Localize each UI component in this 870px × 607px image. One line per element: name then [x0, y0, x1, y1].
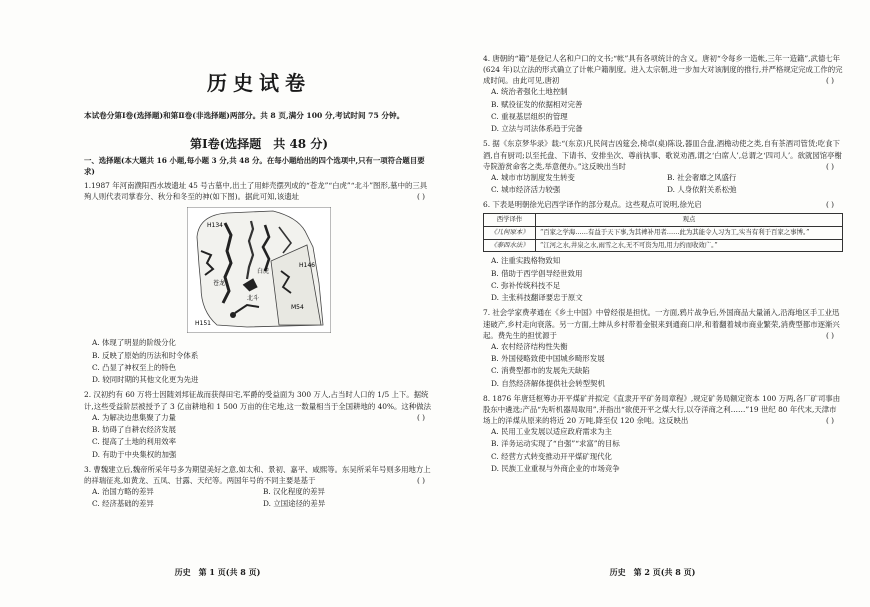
question-4: [483, 53, 843, 135]
q3-option-d[interactable]: D. 立国途径的差异: [263, 499, 326, 509]
right-column: [483, 50, 843, 475]
figure-label-m54: M54: [291, 304, 304, 312]
figure-label-baihu: 白虎: [257, 268, 270, 276]
q6-table-cell-view: “江河之水,井泉之水,雨雪之水,无不可资为用,用力约而收效广。”: [536, 239, 843, 252]
q2-option-b[interactable]: B. 妨碍了自耕农经济发展: [92, 424, 177, 434]
section-heading: 一、选择题(本大题共 16 小题,每小题 3 分,共 48 分。在每小题给出的四个选项中,只有一项符合题目要求): [84, 155, 425, 177]
table-row: [484, 227, 843, 240]
q1-option-b[interactable]: B. 反映了原始的历法和时令体系: [92, 350, 199, 360]
q7-option-b[interactable]: B. 外国侵略致使中国城乡畸形发展: [491, 354, 605, 364]
q3-stem: 3. 曹魏建立后,魏帝所采年号多为期望美好之意,如太和、景初、嘉平、咸熙等。东吴所采年号则多用地方上的祥瑞征兆,如黄龙、五凤、甘露、天纪等。两国年号的不同主要是基于: [84, 464, 431, 485]
exam-intro: 本试卷分第Ⅰ卷(选择题)和第Ⅱ卷(非选择题)两部分。共 8 页,满分 100 分,考试时间 75 分钟。: [84, 111, 405, 120]
q1-option-c[interactable]: C. 凸显了神权至上的特色: [92, 362, 176, 372]
q6-answer-paren: ( ): [825, 200, 835, 210]
q2-option-d[interactable]: D. 有助于中央集权的加强: [92, 449, 177, 459]
q2-option-a[interactable]: A. 为解决边患集聚了力量: [92, 412, 176, 422]
q6-table-cell-view: “百家之学海……有益于天下事,为其裨补用者……此为其能令人习为工,实当有利于百家之事博。”: [536, 227, 843, 240]
q6-option-c[interactable]: C. 弥补传统科技不足: [491, 280, 561, 290]
q5-option-c[interactable]: C. 城市经济活力较强: [491, 185, 561, 195]
left-footer-subject: 历史: [174, 567, 191, 577]
q1-option-d[interactable]: D. 较同时期的其他文化更为先进: [92, 375, 199, 385]
left-footer-page: 第 1 页(共 8 页): [198, 567, 261, 577]
right-footer-subject: 历史: [609, 567, 626, 577]
q2-option-c[interactable]: C. 提高了土地的利用效率: [92, 437, 176, 447]
question-1: [84, 180, 434, 386]
q6-option-d[interactable]: D. 主张科技翻译要忠于原文: [491, 293, 583, 303]
q3-option-c[interactable]: C. 经济基础的差异: [92, 499, 154, 509]
q2-stem: 2. 汉初约有 60 万将士因随刘邦征战而获得田宅,军爵的受益面为 300 万人,占当时人口的 1/5 上下。据统计,这些受益阶层被授予了 3 亿亩耕地和 1 500 万亩的住宅地,这一数量相当于全国耕地的 40%。这种做法: [84, 390, 431, 411]
q6-option-a[interactable]: A. 注重实践格物致知: [491, 256, 561, 266]
q4-answer-paren: ( ): [825, 76, 835, 86]
left-footer: [0, 566, 435, 578]
question-3: [84, 464, 434, 511]
section-title: [84, 133, 434, 155]
q7-option-a[interactable]: A. 农村经济结构性失衡: [491, 341, 568, 351]
q6-table-cell-work: 《泰西水法》: [484, 239, 536, 252]
q6-table-cell-work: 《几何原本》: [484, 227, 536, 240]
section-title-part-b: 共 48 分): [273, 136, 329, 151]
question-6: [483, 199, 843, 304]
q1-stem: 1.1987 年河南濮阳西水坡遗址 45 号古墓中,出土了用蚌壳摆列成的“苍龙”“白虎”“北斗”图形,墓中的三具殉人则代表司掌春分、秋分和冬至的神(如下图)。据此可知,该遗址: [84, 181, 428, 202]
question-2: [84, 389, 434, 460]
q6-source-table: [483, 213, 843, 252]
q5-option-d[interactable]: D. 人身依附关系松弛: [667, 185, 737, 195]
question-7: [483, 307, 843, 389]
q5-option-a[interactable]: A. 城市市坊制度发生转变: [491, 172, 575, 182]
q8-option-b[interactable]: B. 洋务运动实现了“自强”“求富”的目标: [491, 439, 620, 449]
q8-stem: 8. 1876 年唐廷枢筹办开平煤矿并拟定《直隶开平矿务局章程》,规定矿务局额定资本 100 万两,各厂矿司事由股东中遴选;产品“先听机器局取用”,并指出“欲使开平之煤大行,以夺洋商之利……”19 世纪 80 年代末,天津市场上的洋煤从原来的将近 20 万吨,降至仅 120 余吨。这反映出: [483, 393, 841, 426]
figure-label-h134: H134: [207, 222, 223, 230]
right-footer: [435, 566, 870, 578]
right-page: [435, 0, 870, 607]
q8-option-c[interactable]: C. 经营方式转变推动开平煤矿现代化: [491, 451, 612, 461]
table-row: [484, 239, 843, 252]
q7-option-c[interactable]: C. 消费型都市的发展先天缺陷: [491, 366, 590, 376]
q4-option-a[interactable]: A. 统治者强化土地控制: [491, 87, 568, 97]
q1-option-a[interactable]: A. 体现了明显的阶级分化: [92, 338, 176, 348]
q7-stem: 7. 社会学家费孝通在《乡土中国》中曾经很是担忧。一方面,鸦片战争后,外国商品大量涌入,沿海地区手工业迅速破产,乡村走向衰落。另一方面,土绅从乡村带着金银来到通商口岸,和着翻着城市商业繁荣,消费型都市逐渐兴起。费先生的担忧源于: [483, 308, 840, 340]
q6-option-b[interactable]: B. 借助于西学倡导经世致用: [491, 268, 583, 278]
question-5: [483, 138, 843, 196]
q7-option-d[interactable]: D. 自然经济解体提供社会转型契机: [491, 378, 605, 388]
tomb-figure: [187, 207, 331, 333]
tomb-diagram-image: [187, 207, 331, 333]
q4-option-b[interactable]: B. 赋役征发的依据相对完善: [491, 99, 583, 109]
q5-option-b[interactable]: B. 社会奢靡之风盛行: [667, 172, 737, 182]
q7-answer-paren: ( ): [825, 330, 835, 340]
right-footer-page: 第 2 页(共 8 页): [633, 567, 696, 577]
left-column: [84, 0, 434, 511]
q4-option-c[interactable]: C. 重视基层组织的管理: [491, 111, 568, 121]
figure-label-h146: H146: [299, 262, 315, 270]
q4-stem: 4. 唐朝的“籍”是登记人名和户口的文书;“帐”具有各项统计的含义。唐初“令每乡一造帐,三年一造籍”,武德七年(624 年)以立法的形式确立了计帐户籍制度。进入太宗朝,进一步加大对该制度的推行,并严格规定完成工作的完成时间。由此可见,唐初: [483, 54, 843, 86]
q3-option-b[interactable]: B. 汉化程度的差异: [263, 487, 325, 497]
section-title-part-a: 第Ⅰ卷(选择题: [189, 136, 262, 151]
question-8: [483, 393, 843, 475]
q5-stem: 5. 据《东京梦华录》载:“(东京)凡民间吉凶筵会,椅卓(桌)陈设,器皿合盘,酒檐动使之类,自有茶酒司管赁;吃食下酒,自有厨司;以至托盘、下请书、安排坐次、尊前执事、歌说劝酒,谓之‘白席人’,总谓之‘四司人’。欲就园馆亭榭寺院游赏命客之类,举意便办。”这反映出当时: [483, 139, 842, 171]
q6-stem: 6. 下表是明朝徐光启西学译作的部分观点。这些观点可说明,徐光启: [483, 200, 702, 210]
q3-answer-paren: ( ): [416, 475, 426, 485]
figure-label-h151: H151: [195, 320, 211, 328]
q5-answer-paren: ( ): [825, 161, 835, 171]
figure-label-beidou: 北斗: [247, 295, 260, 303]
q1-answer-paren: ( ): [416, 192, 426, 202]
q3-option-a[interactable]: A. 治国方略的差异: [92, 487, 154, 497]
q8-option-d[interactable]: D. 民族工业重视与外商企业的市场竞争: [491, 464, 620, 474]
figure-label-canglong: 苍龙: [213, 280, 226, 288]
q6-table-header-work: 西学译作: [484, 214, 536, 227]
q2-answer-paren: ( ): [416, 412, 426, 422]
q4-option-d[interactable]: D. 立法与司法体系趋于完备: [491, 124, 583, 134]
q8-answer-paren: ( ): [825, 416, 835, 426]
q6-table-header-view: 观点: [536, 214, 843, 227]
exam-title: 历史试卷: [207, 71, 311, 95]
q8-option-a[interactable]: A. 民用工业发展以适应政府需求为主: [491, 427, 612, 437]
